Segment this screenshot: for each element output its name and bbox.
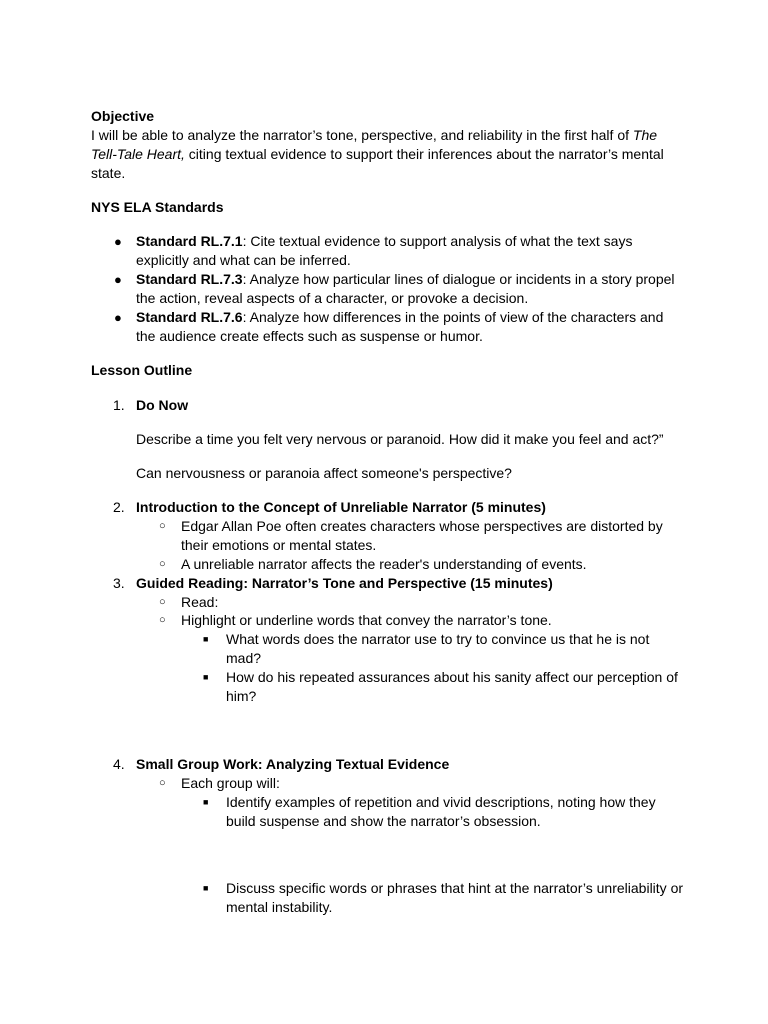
square-marker: ■ [203,634,209,644]
bullet-marker: ● [114,310,122,325]
circle-marker: ○ [159,596,166,608]
objective-title-italic-1: The [632,127,658,143]
sub-item-text-line-2: their emotions or mental states. [181,537,377,553]
standard-text: : Analyze how differences in the points of view of the characters and [242,309,664,325]
standard-item [136,232,632,251]
standard-text-line-2: the action, reveal aspects of a character, or provoke a decision. [136,290,529,306]
bullet-marker: ● [114,272,122,287]
item-title-guided-reading: Guided Reading: Narrator’s Tone and Perspective (15 minutes) [136,575,553,591]
standard-text: : Analyze how particular lines of dialogue or incidents in a story propel [242,271,675,287]
sub-item-text: Read: [181,594,219,610]
question-text: How do his repeated assurances about his sanity affect our perception of [226,669,678,685]
standard-text: : Cite textual evidence to support analysis of what the text says [242,233,633,249]
bullet-marker: ● [114,234,122,249]
task-text: Discuss specific words or phrases that hint at the narrator’s unreliability or [226,880,684,896]
item-number: 2. [113,499,125,515]
task-text-line-2: build suspense and show the narrator’s obsession. [226,813,541,829]
sub-item-text: Edgar Allan Poe often creates characters whose perspectives are distorted by [181,518,663,534]
task-text: Identify examples of repetition and vivid descriptions, noting how they [226,794,656,810]
circle-marker: ○ [159,558,166,570]
objective-text-line-2 [91,145,664,164]
do-now-prompt: Describe a time you felt very nervous or paranoid. How did it make you feel and act?” [136,431,664,447]
objective-text-line-1 [91,126,657,145]
objective-text-1: I will be able to analyze the narrator’s tone, perspective, and reliability in the first half of [91,127,633,143]
standard-text-line-2: explicitly and what can be inferred. [136,252,351,268]
objective-title-italic-2: Tell-Tale Heart, [91,146,185,162]
circle-marker: ○ [159,777,166,789]
square-marker: ■ [203,797,209,807]
item-number: 1. [113,397,125,413]
item-number: 4. [113,756,125,772]
outline-heading: Lesson Outline [91,362,193,378]
objective-text-line-3: state. [91,165,126,181]
standard-item [136,308,663,327]
sub-item-text: Each group will: [181,775,280,791]
sub-item-text: Highlight or underline words that convey the narrator’s tone. [181,612,552,628]
square-marker: ■ [203,883,209,893]
square-marker: ■ [203,672,209,682]
item-title-small-group: Small Group Work: Analyzing Textual Evidence [136,756,450,772]
item-title-do-now: Do Now [136,397,189,413]
standard-text-line-2: the audience create effects such as suspense or humor. [136,328,483,344]
standard-label: Standard RL.7.6 [136,309,243,325]
item-title-unreliable-narrator: Introduction to the Concept of Unreliable Narrator (5 minutes) [136,499,546,515]
standard-label: Standard RL.7.1 [136,233,243,249]
standards-heading: NYS ELA Standards [91,199,224,215]
circle-marker: ○ [159,614,166,626]
objective-heading: Objective [91,108,155,124]
question-text: What words does the narrator use to try to convince us that he is not [226,631,650,647]
question-text-line-2: mad? [226,650,262,666]
standard-item [136,270,675,289]
sub-item-text: A unreliable narrator affects the reader's understanding of events. [181,556,587,572]
circle-marker: ○ [159,520,166,532]
question-text-line-2: him? [226,688,257,704]
do-now-question: Can nervousness or paranoia affect someone's perspective? [136,465,512,481]
item-number: 3. [113,575,125,591]
task-text-line-2: mental instability. [226,899,333,915]
objective-text-2: citing textual evidence to support their inferences about the narrator’s mental [184,146,664,162]
standard-label: Standard RL.7.3 [136,271,243,287]
